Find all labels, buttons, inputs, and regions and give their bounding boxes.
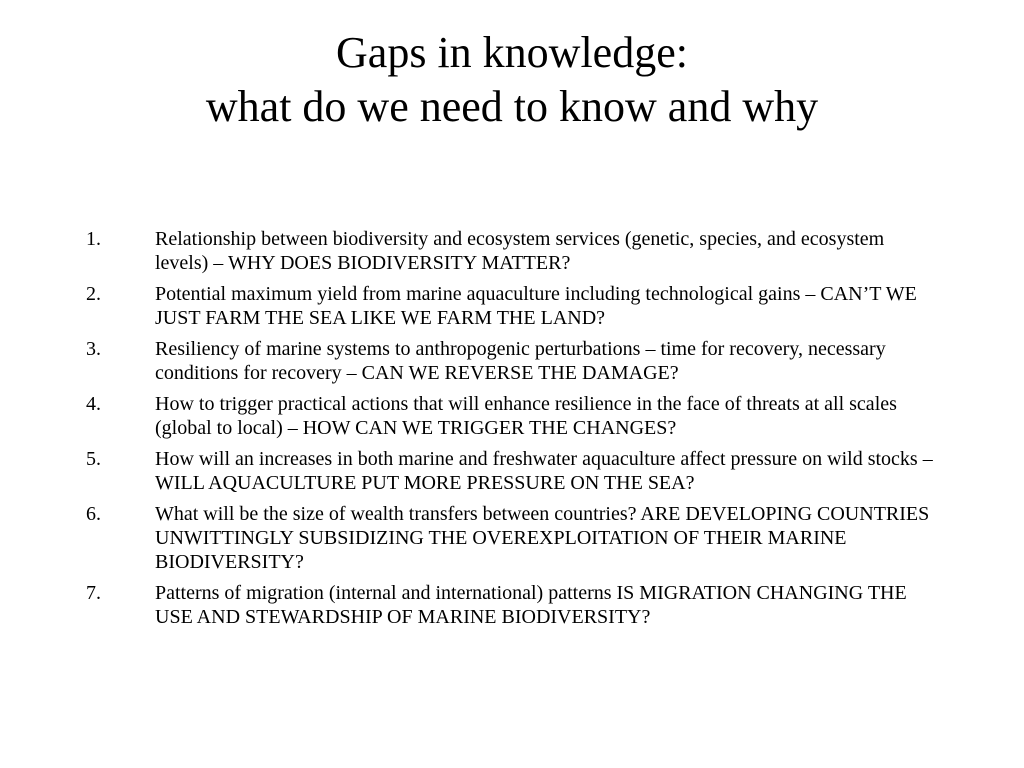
list-item-text: Patterns of migration (internal and international) patterns IS MIGRATION CHANGING THE USE AND STEWARDSHIP OF MARINE BIODIVERSITY? — [155, 582, 907, 628]
title-line-1: Gaps in knowledge: — [336, 28, 688, 77]
list-item-number: 7. — [86, 582, 101, 604]
list-item-number: 6. — [86, 503, 101, 525]
list-item-text: What will be the size of wealth transfers between countries? ARE DEVELOPING COUNTRIES UNWITTINGLY SUBSIDIZING THE OVEREXPLOITATION OF THEIR MARINE BIODIVERSITY? — [155, 503, 930, 573]
list-item — [86, 581, 936, 629]
slide-title — [0, 26, 1024, 134]
list-item-number: 1. — [86, 228, 101, 250]
knowledge-gaps-list — [86, 227, 936, 636]
list-item — [86, 282, 936, 330]
list-item-text: How to trigger practical actions that will enhance resilience in the face of threats at all scales (global to local) – HOW CAN WE TRIGGER THE CHANGES? — [155, 393, 897, 439]
list-item-text: Resiliency of marine systems to anthropogenic perturbations – time for recovery, necessary conditions for recovery – CAN WE REVERSE THE DAMAGE? — [155, 338, 886, 384]
list-item-text: Relationship between biodiversity and ecosystem services (genetic, species, and ecosystem levels) – WHY DOES BIODIVERSITY MATTER? — [155, 228, 885, 274]
list-item-text: How will an increases in both marine and freshwater aquaculture affect pressure on wild stocks – WILL AQUACULTURE PUT MORE PRESSURE ON THE SEA? — [155, 448, 933, 494]
list-item-number: 4. — [86, 393, 101, 415]
list-item-text: Potential maximum yield from marine aquaculture including technological gains – CAN’T WE JUST FARM THE SEA LIKE WE FARM THE LAND? — [155, 283, 917, 329]
list-item — [86, 227, 936, 275]
title-line-2: what do we need to know and why — [205, 82, 819, 131]
list-item-number: 2. — [86, 283, 101, 305]
list-item-number: 5. — [86, 448, 101, 470]
list-item — [86, 392, 936, 440]
list-item-number: 3. — [86, 338, 101, 360]
list-item — [86, 447, 936, 495]
list-item — [86, 502, 936, 574]
list-item — [86, 337, 936, 385]
